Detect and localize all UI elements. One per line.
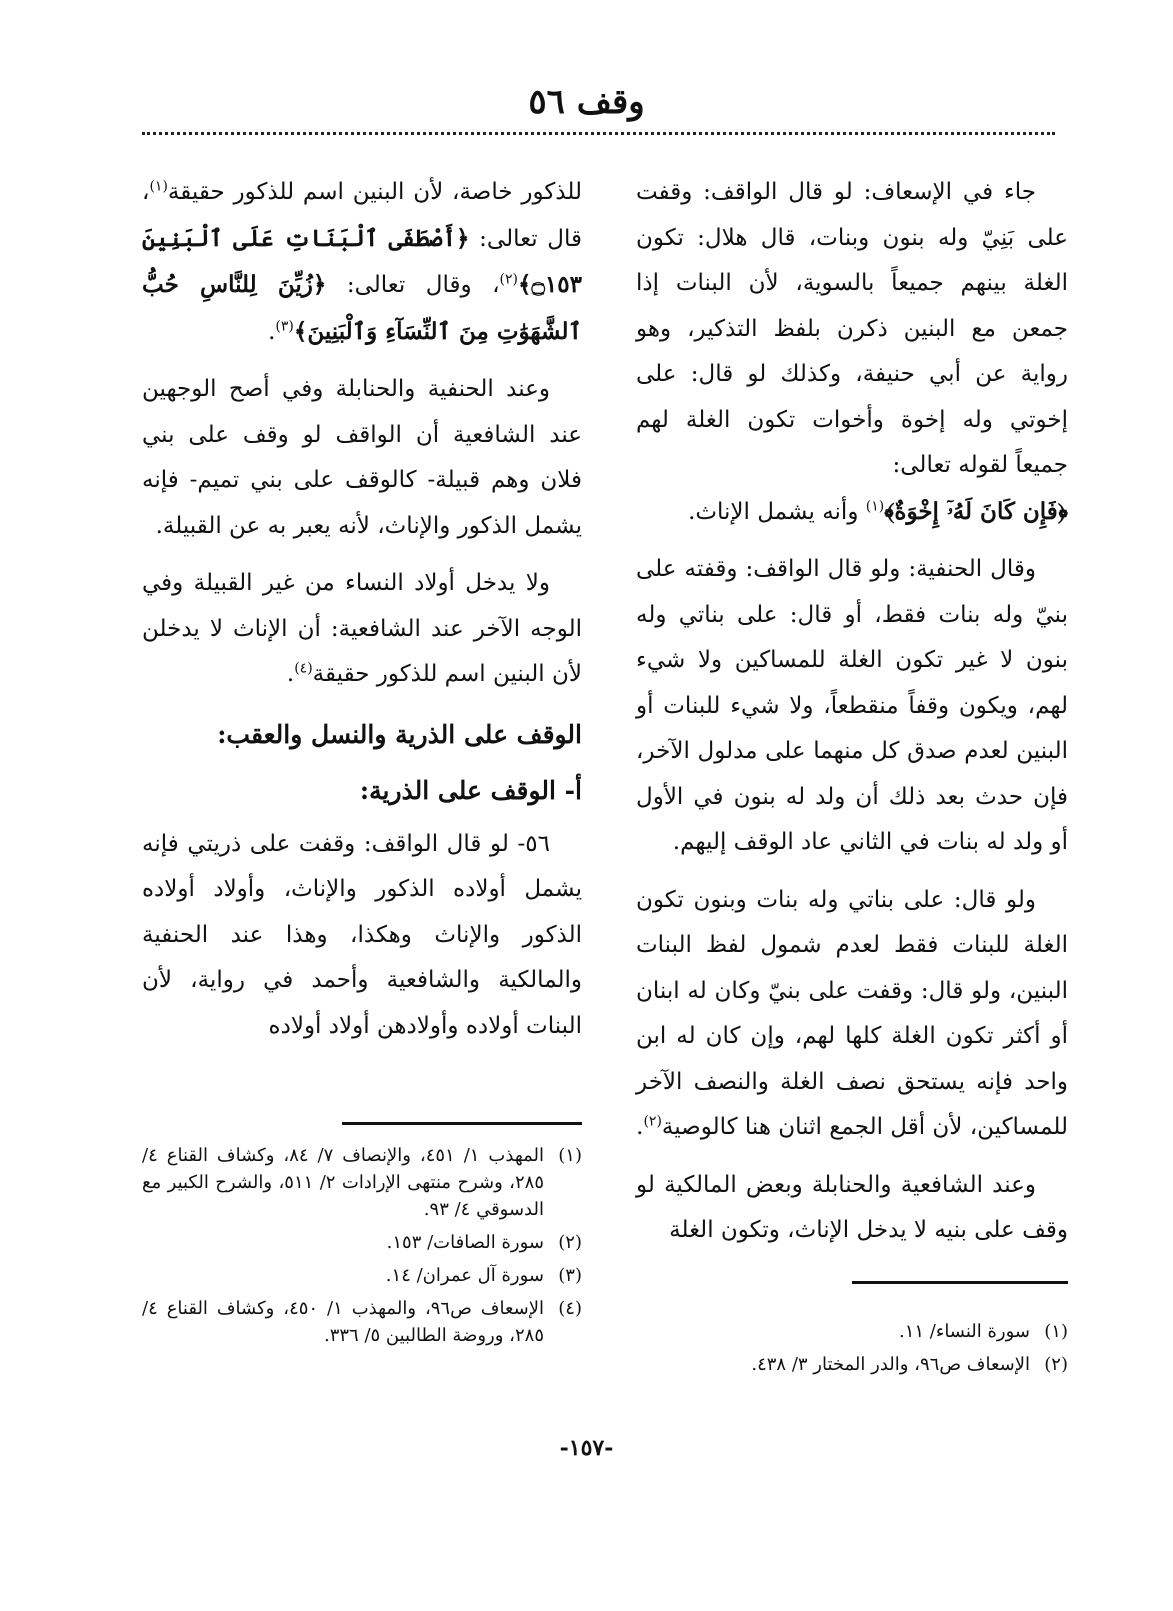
- subsection-heading: أ- الوقف على الذرية:: [359, 775, 582, 805]
- footnote-number: (١): [1044, 1321, 1068, 1342]
- footnote-ref: (١): [149, 178, 168, 195]
- footnote-text: سورة الصافات/ ١٥٣.: [386, 1232, 544, 1253]
- left-paragraph-4: ٥٦- لو قال الواقف: وقفت على ذريتي فإنه يشمل أولاده الذكور والإناث، وأولاد أولاده الذكور والإناث وهكذا، وهذا عند الحنفية والمالكية والشافعية وأحمد في رواية، لأن البنات أولاده وأولادهن أولاد أولاده: [142, 830, 582, 1039]
- page-header-title: وقف ٥٦: [528, 82, 645, 122]
- header-dotted-rule: [142, 132, 1055, 135]
- left-column: [142, 170, 582, 1061]
- footnote-number: (١): [558, 1145, 582, 1166]
- footnote-item: [142, 1142, 582, 1223]
- right-paragraph-3: [636, 878, 1068, 1151]
- footnote-item: [636, 1351, 1068, 1378]
- left-paragraph-3: [142, 561, 582, 698]
- footnote-number: (٢): [1044, 1354, 1068, 1375]
- right-paragraph-1: [636, 170, 1068, 535]
- footnotes-left: [142, 1142, 582, 1355]
- right-paragraph-2: وقال الحنفية: ولو قال الواقف: وقفته على بنيّ وله بنات فقط، أو قال: على بناتي وله بنون لا غير تكون الغلة للمساكين ولا شيء لهم، ويكون وقفاً منقطعاً، ولا شيء للبنات أو البنين لعدم صدق كل منهما على مدلول الآخر، فإن حدث بعد ذلك أن ولد له بنون في الأول أو ولد له بنات في الثاني عاد الوقف إليهم.: [636, 556, 1068, 855]
- quran-verse: ﴿أَصْطَفَى ٱلْبَنَاتِ عَلَى ٱلْبَنِينَ ۝١٥٣﴾: [142, 224, 582, 298]
- right-paragraph-1-text: جاء في الإسعاف: لو قال الواقف: وقفت على بَنِيّ وله بنون وبنات، قال هلال: تكون الغلة بينهم جميعاً بالسوية، لأن البنات إذا جمعن مع البنين ذكرن بلفظ التذكير، وهو رواية عن أبي حنيفة، وكذلك لو قال: على إخوتي وله إخوة وأخوات تكون الغلة لهم جميعاً لقوله تعالى:: [636, 179, 1068, 478]
- footnote-text: المهذب ١/ ٤٥١، والإنصاف ٧/ ٨٤، وكشاف القناع ٤/ ٢٨٥، وشرح منتهى الإرادات ٢/ ٥١١، والشرح الكبير مع الدسوقي ٤/ ٩٣.: [142, 1145, 545, 1220]
- left-paragraph-3-text: ولا يدخل أولاد النساء من غير القبيلة وفي الوجه الآخر عند الشافعية: أن الإناث لا يدخلن لأن البنين اسم للذكور حقيقة: [142, 570, 582, 687]
- quran-verse: ﴿زُيِّنَ لِلنَّاسِ حُبُّ ٱلشَّهَوَٰتِ مِنَ ٱلنِّسَآءِ وَٱلْبَنِينَ﴾: [142, 271, 582, 345]
- footnote-number: (٣): [558, 1265, 582, 1286]
- left-paragraph-2: وعند الحنفية والحنابلة وفي أصح الوجهين عند الشافعية أن الواقف لو وقف على بني فلان وهم قبيلة- كالوقف على بني تميم- فإنه يشمل الذكور والإناث، لأنه يعبر به عن القبيلة.: [142, 376, 582, 539]
- footnote-number: (٤): [558, 1298, 582, 1319]
- left-paragraph-1-start: للذكور خاصة، لأن البنين اسم للذكور حقيقة: [167, 179, 582, 205]
- left-paragraph-1-mid1: ، قال تعالى:: [142, 179, 582, 252]
- footnote-text: سورة آل عمران/ ١٤.: [385, 1265, 544, 1286]
- footnote-item: [636, 1318, 1068, 1345]
- footnote-ref: (١): [865, 497, 885, 514]
- footnote-item: [142, 1295, 582, 1349]
- left-paragraph-3-end: .: [286, 661, 295, 687]
- right-column: [636, 170, 1068, 1266]
- right-paragraph-4: وعند الشافعية والحنابلة وبعض المالكية لو وقف على بنيه لا يدخل الإناث، وتكون الغلة: [636, 1171, 1068, 1243]
- footnote-item: [142, 1229, 582, 1256]
- right-paragraph-3-end: .: [636, 1114, 644, 1140]
- footnote-text: الإسعاف ص٩٦، والدر المختار ٣/ ٤٣٨.: [751, 1354, 1030, 1375]
- right-paragraph-1-end: وأنه يشمل الإناث.: [688, 498, 866, 525]
- footnote-ref: (٢): [499, 271, 518, 288]
- left-paragraph-1-end: .: [268, 318, 276, 345]
- right-paragraph-3-text: ولو قال: على بناتي وله بنات وبنون تكون الغلة للبنات فقط لعدم شمول لفظ البنات البنين، ولو قال: وقفت على بنيّ وكان له ابنان أو أكثر تكون الغلة كلها لهم، وإن كان له ابن واحد فإنه يستحق نصف الغلة والنصف الآخر للمساكين، لأن أقل الجمع اثنان هنا كالوصية: [636, 886, 1068, 1140]
- left-paragraph-1: [142, 170, 582, 355]
- footnote-text: الإسعاف ص٩٦، والمهذب ١/ ٤٥٠، وكشاف القناع ٤/ ٢٨٥، وروضة الطالبين ٥/ ٣٣٦.: [142, 1298, 544, 1346]
- section-heading: الوقف على الذرية والنسل والعقب:: [217, 719, 582, 749]
- footnote-ref: (٣): [275, 317, 294, 334]
- left-paragraph-1-mid2: ، وقال تعالى:: [326, 272, 500, 298]
- footnote-rule-left: [342, 1122, 582, 1125]
- footnotes-right: [636, 1318, 1068, 1384]
- page-number: -١٥٧-: [559, 1435, 614, 1461]
- footnote-ref: (٢): [643, 1113, 662, 1130]
- footnote-number: (٢): [558, 1232, 582, 1253]
- footnote-rule-right: [852, 1281, 1068, 1284]
- footnote-text: سورة النساء/ ١١.: [898, 1321, 1030, 1342]
- footnote-item: [142, 1262, 582, 1289]
- quran-verse: ﴿فَإِن كَانَ لَهُۥٓ إِخْوَةٌ﴾: [884, 497, 1068, 525]
- footnote-ref: (٤): [294, 660, 313, 677]
